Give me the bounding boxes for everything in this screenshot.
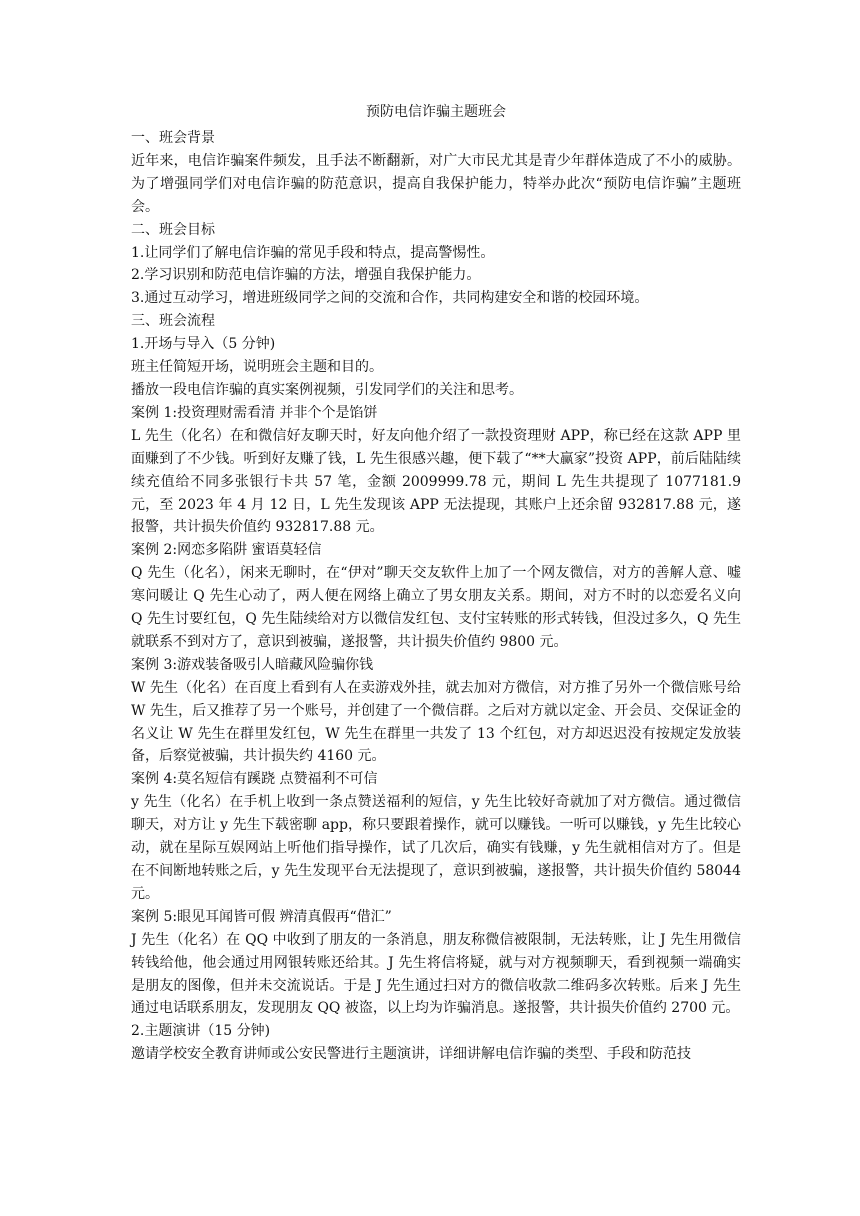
case-title: 案例 2:网恋多陷阱 蜜语莫轻信	[131, 542, 322, 559]
goal-item: 3.通过互动学习，增进班级同学之间的交流和合作，共同构建安全和谐的校园环境。	[131, 290, 649, 307]
case-title: 案例 3:游戏装备吸引人暗藏风险骗你钱	[131, 656, 374, 673]
section-heading-process: 三、班会流程	[131, 313, 215, 330]
case-title: 案例 5:眼见耳闻皆可假 辨清真假再“借汇”	[131, 908, 392, 925]
goal-item: 1.让同学们了解电信诈骗的常见手段和特点，提高警惕性。	[131, 244, 495, 261]
case-body: L 先生（化名）在和微信好友聊天时，好友向他介绍了一款投资理财 APP，称已经在这款 APP 里面赚到了不少钱。听到好友赚了钱，L 先生很感兴趣，便下载了“**大赢家”投资 APP，前后陆陆续续充值给不同多张银行卡共 57 笔，金额 2009999.78 元，期间 L 先生共提现了 1077181.9 元，至 2023 年 4 月 12 日，L 先生发现该 APP 无法提现，其账户上还余留 932817.88 元，遂报警，共计损失价值约 932817.88 元。	[131, 427, 741, 536]
case-title: 案例 4:莫名短信有蹊跷 点赞福利不可信	[131, 771, 378, 788]
case-body: J 先生（化名）在 QQ 中收到了朋友的一条消息，朋友称微信被限制，无法转账，让 J 先生用微信转钱给他，他会通过用网银转账还给其。J 先生将信将疑，就与对方视频聊天，看到视频一端确实是朋友的图像，但并未交流说话。于是 J 先生通过扫对方的微信收款二维码多次转账。后来 J 先生通过电话联系朋友，发现朋友 QQ 被盗，以上均为诈骗消息。遂报警，共计损失价值约 2700 元。	[131, 931, 741, 1017]
document-title: 预防电信诈骗主题班会	[366, 104, 506, 120]
background-paragraph: 近年来，电信诈骗案件频发，且手法不断翻新，对广大市民尤其是青少年群体造成了不小的威胁。为了增强同学们对电信诈骗的防范意识，提高自我保护能力，特举办此次“预防电信诈骗”主题班会。	[131, 152, 741, 215]
goal-item: 2.学习识别和防范电信诈骗的方法，增强自我保护能力。	[131, 267, 481, 284]
step-text: 班主任简短开场，说明班会主题和目的。	[131, 359, 383, 376]
document-page	[131, 101, 741, 1066]
case-body: Q 先生（化名），闲来无聊时，在“伊对”聊天交友软件上加了一个网友微信，对方的善解人意、嘘寒问暖让 Q 先生心动了，两人便在网络上确立了男女朋友关系。期间，对方不时的以恋爱名义向 Q 先生讨要红包，Q 先生陆续给对方以微信发红包、支付宝转账的形式转钱，但没过多久，Q 先生就联系不到对方了，意识到被骗，遂报警，共计损失价值约 9800 元。	[131, 565, 741, 650]
section-heading-background: 一、班会背景	[131, 130, 215, 146]
section-heading-goals: 二、班会目标	[131, 221, 215, 238]
step-text: 邀请学校安全教育讲师或公安民警进行主题演讲，详细讲解电信诈骗的类型、手段和防范技	[131, 1046, 691, 1063]
case-title: 案例 1:投资理财需看清 并非个个是馅饼	[131, 404, 378, 421]
step-text: 播放一段电信诈骗的真实案例视频，引发同学们的关注和思考。	[131, 381, 523, 398]
step-heading: 1.开场与导入（5 分钟)	[131, 336, 276, 353]
case-body: y 先生（化名）在手机上收到一条点赞送福利的短信，y 先生比较好奇就加了对方微信。通过微信聊天，对方让 y 先生下载密聊 app，称只要跟着操作，就可以赚钱。一听可以赚钱，y 先生比较心动，就在星际互娱网站上听他们指导操作，试了几次后，确实有钱赚，y 先生就相信对方了。但是在不间断地转账之后，y 先生发现平台无法提现了，意识到被骗，遂报警，共计损失价值约 58044 元。	[131, 794, 741, 902]
step-heading: 2.主题演讲（15 分钟)	[131, 1023, 271, 1040]
case-body: W 先生（化名）在百度上看到有人在卖游戏外挂，就去加对方微信，对方推了另外一个微信账号给 W 先生，后又推荐了另一个账号，并创建了一个微信群。之后对方就以定金、开会员、交保证金的名义让 W 先生在群里发红包，W 先生在群里一共发了 13 个红包，对方却迟迟没有按规定发放装备，后察觉被骗，共计损失约 4160 元。	[131, 679, 741, 765]
